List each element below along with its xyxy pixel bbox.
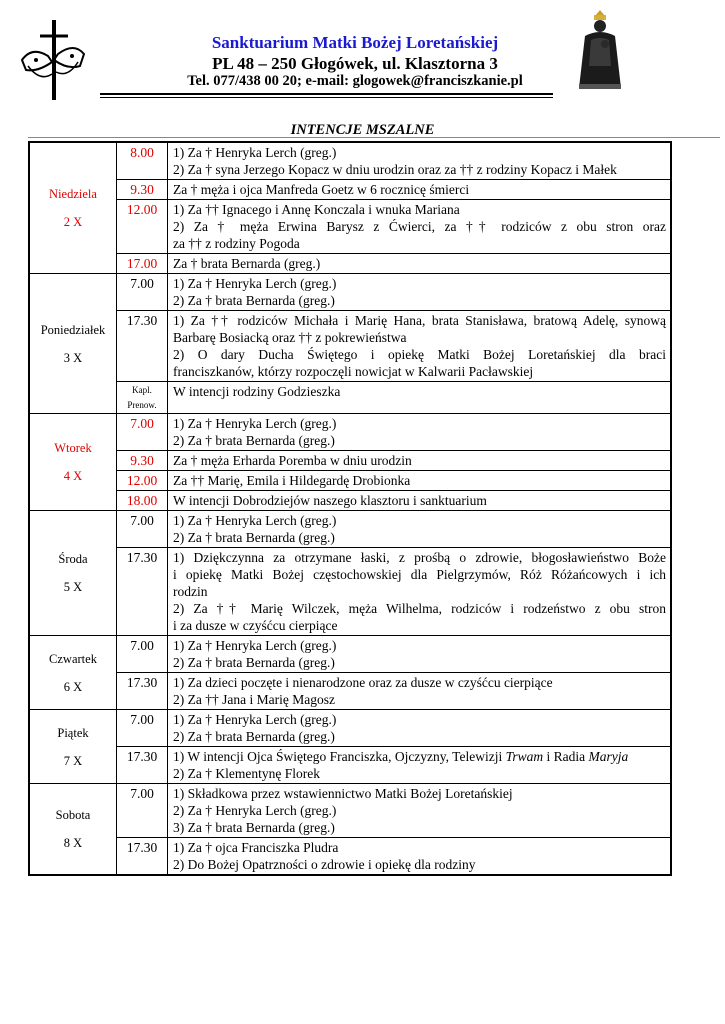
mass-row [29,180,671,200]
intention-cell [168,254,672,274]
contact-line: Tel. 077/438 00 20; e-mail: glogowek@franciszkanie.pl [187,73,523,89]
day-name: Czwartek [49,651,97,666]
intention-line: 1) Za dzieci poczęte i nienarodzone oraz za dusze w czyśćcu cierpiące [173,675,553,690]
mass-row [29,382,671,414]
section-title: INTENCJE MSZALNE [290,122,435,138]
day-name: Sobota [55,808,91,822]
intention-line: 2) Za † męża Erwina Barysz z Ćwierci, za †† rodziców z obu stron oraz [173,219,666,234]
intention-cell [168,451,672,471]
intention-line: 1) Za † Henryka Lerch (greg.) [173,416,337,431]
intention-line: 1) Dziękczynna za otrzymane łaski, z prośbą o zdrowie, błogosławieństwo Boże [173,550,666,565]
mass-row [29,142,671,180]
mass-row [29,414,671,451]
intention-line: 2) Za † Klementynę Florek [173,766,320,781]
mass-row [29,451,671,471]
intention-line: rodzin [173,584,208,599]
intention-line: Za †† Marię, Emila i Hildegardę Drobionka [173,473,411,488]
intention-line: 3) Za † brata Bernarda (greg.) [173,820,335,835]
intention-cell [168,548,672,636]
day-cell [29,274,117,414]
intention-line: 2) O dary Ducha Świętego i opiekę Matki Bożej Loretańskiej dla braci [173,347,666,362]
mass-row [29,471,671,491]
intention-line: 2) Za †† Marię Wilczek, męża Wilhelma, rodziców i rodzeństwo z obu stron [173,601,666,616]
intention-line: W intencji rodziny Godzieszka [173,384,341,399]
intention-line: Za † męża i ojca Manfreda Goetz w 6 rocznicę śmierci [173,182,470,197]
intention-line: 1) Za † ojca Franciszka Pludra [173,840,339,855]
intention-cell [168,274,672,311]
intention-line: 1) W intencji Ojca Świętego Franciszka, Ojczyzny, Telewizji Trwam i Radia Maryja [173,749,629,764]
day-name: Środa [58,552,88,566]
intention-line: za †† z rodziny Pogoda [173,236,300,251]
intention-line: 1) Za † Henryka Lerch (greg.) [173,638,337,653]
mass-intentions-table [28,141,672,876]
day-date: 4 X [63,469,83,483]
intention-line: 2) Za † brata Bernarda (greg.) [173,655,335,670]
mass-row [29,274,671,311]
intention-cell [168,838,672,876]
intention-cell [168,382,672,414]
intention-line: 2) Za † brata Bernarda (greg.) [173,729,335,744]
intention-line: 2) Za † brata Bernarda (greg.) [173,433,335,448]
intention-cell [168,414,672,451]
sanctuary-title: Sanktuarium Matki Bożej Loretańskiej [211,33,499,52]
intention-cell [168,142,672,180]
intention-line: Za † brata Bernarda (greg.) [173,256,321,271]
mass-time: 7.00 [117,784,168,838]
day-cell [29,636,117,710]
intention-cell [168,200,672,254]
intention-line: 1) Za † Henryka Lerch (greg.) [173,276,337,291]
intention-line: 1) Za †† rodziców Michała i Marię Hana, brata Stanisława, bratową Adelę, synową [173,313,666,328]
mass-time: 9.30 [117,451,168,471]
intention-cell [168,747,672,784]
mass-row [29,254,671,274]
mass-time: 7.00 [117,636,168,673]
mass-time: 7.00 [117,710,168,747]
mass-row [29,511,671,548]
mass-time: 7.00 [117,414,168,451]
day-name: Wtorek [54,441,92,455]
mass-time: 17.00 [117,254,168,274]
mass-row [29,548,671,636]
day-cell [29,414,117,511]
day-cell [29,710,117,784]
mass-time: 18.00 [117,491,168,511]
intention-line: 1) Za † Henryka Lerch (greg.) [173,145,337,160]
header-rule-thin [100,97,553,98]
mass-row [29,491,671,511]
mass-row [29,311,671,382]
mass-row [29,747,671,784]
mass-time: 9.30 [117,180,168,200]
mass-row [29,710,671,747]
intention-cell [168,180,672,200]
day-date: 3 X [63,350,83,365]
mass-time: 17.30 [117,548,168,636]
header-rule [100,93,553,95]
intention-line: 2) Za † syna Jerzego Kopacz w dniu urodzin oraz za †† z rodziny Kopacz i Małek [173,162,617,177]
day-date: 2 X [63,215,83,229]
mass-time: Kapl. Prenow. [117,382,168,414]
mass-row [29,673,671,710]
mass-time: 8.00 [117,142,168,180]
mass-row [29,784,671,838]
intention-cell [168,511,672,548]
section-rule [28,137,720,138]
day-date: 6 X [63,679,83,694]
day-cell [29,511,117,636]
day-name: Piątek [57,725,89,740]
day-cell [29,142,117,274]
day-name: Niedziela [49,187,97,201]
mass-row [29,838,671,876]
madonna-statue-image [575,6,625,90]
mass-time: 7.00 [117,511,168,548]
day-cell [29,784,117,876]
postal-address: PL 48 – 250 Głogówek, ul. Klasztorna 3 [212,54,498,73]
intention-line: 1) Za † Henryka Lerch (greg.) [173,712,337,727]
intention-cell [168,636,672,673]
intention-line: 1) Za †† Ignacego i Annę Konczala i wnuka Mariana [173,202,460,217]
intention-line: i za dusze w czyśćcu cierpiące [173,618,338,633]
day-date: 7 X [63,753,83,768]
mass-time: 12.00 [117,200,168,254]
intention-line: 1) Składkowa przez wstawiennictwo Matki Bożej Loretańskiej [173,786,513,801]
day-date: 5 X [63,580,83,594]
mass-row [29,636,671,673]
intention-line: Za † męża Erharda Poremba w dniu urodzin [173,453,412,468]
intention-cell [168,311,672,382]
intention-cell [168,491,672,511]
day-name: Poniedziałek [40,322,106,337]
intention-line: 2) Za † brata Bernarda (greg.) [173,530,335,545]
mass-time: 17.30 [117,747,168,784]
intention-cell [168,710,672,747]
intention-cell [168,673,672,710]
intention-line: i opiekę Matki Bożej częstochowskiej dla Pielgrzymów, Róż Różańcowych i ich [173,567,666,582]
letterhead [0,0,725,120]
intention-line: franciszkanów, którzy rozpoczęli nowicjat w Kalwarii Pacławskiej [173,364,534,379]
intention-line: 2) Do Bożej Opatrzności o zdrowie i opiekę dla rodziny [173,857,476,872]
intention-line: 2) Za †† Jana i Marię Magosz [173,692,335,707]
mass-time: 7.00 [117,274,168,311]
intention-line: 2) Za † Henryka Lerch (greg.) [173,803,337,818]
intention-line: W intencji Dobrodziejów naszego klasztoru i sanktuarium [173,493,487,508]
franciscan-cross-logo [18,16,88,104]
intention-line: 2) Za † brata Bernarda (greg.) [173,293,335,308]
mass-time: 17.30 [117,673,168,710]
mass-time: 17.30 [117,311,168,382]
intention-cell [168,784,672,838]
intention-line: 1) Za † Henryka Lerch (greg.) [173,513,337,528]
mass-row [29,200,671,254]
mass-time: 12.00 [117,471,168,491]
mass-time: 17.30 [117,838,168,876]
day-date: 8 X [63,836,83,850]
intention-line: Barbarę Bosiacką oraz †† z pokrewieństwa [173,330,407,345]
intention-cell [168,471,672,491]
